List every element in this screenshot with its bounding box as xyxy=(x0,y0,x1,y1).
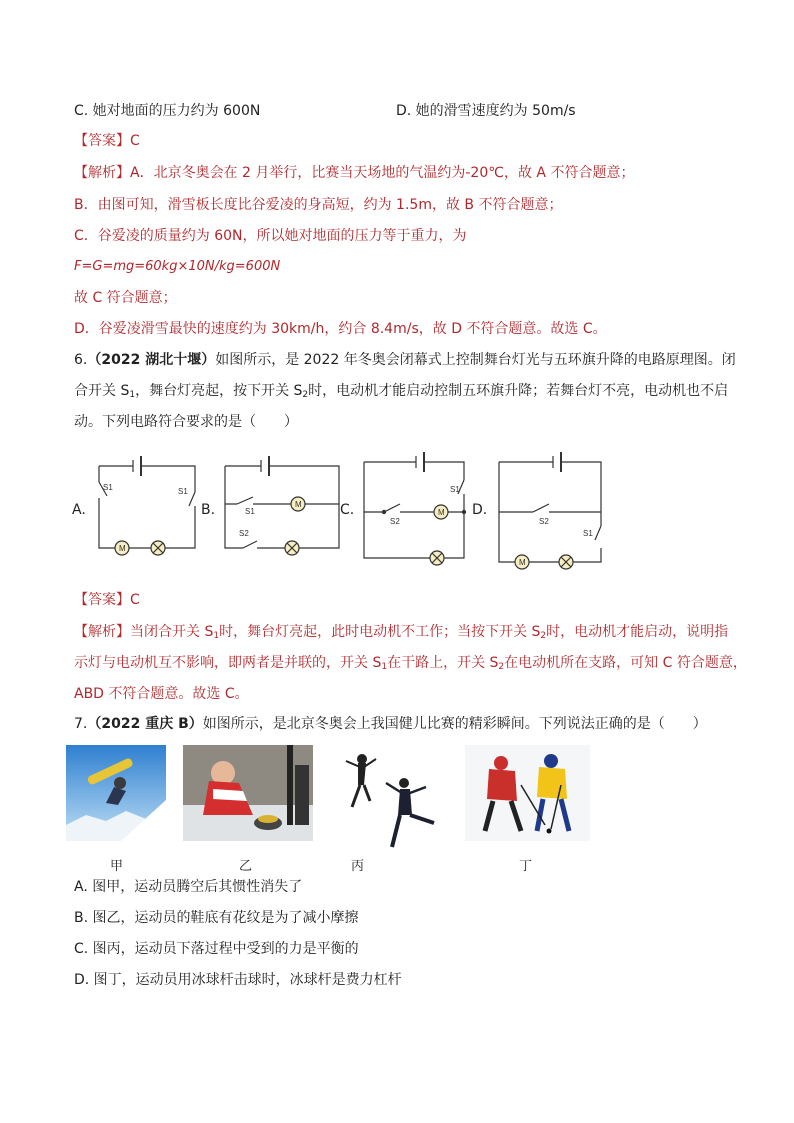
svg-text:S1: S1 xyxy=(583,529,593,538)
circuit-d-label: D. xyxy=(472,502,488,518)
svg-text:M: M xyxy=(438,508,445,517)
circuit-diagram-c xyxy=(354,450,474,570)
q7-option-b: B. 图乙，运动员的鞋底有花纹是为了减小摩擦 xyxy=(74,910,359,926)
q6-analysis-line-2 xyxy=(74,653,747,677)
circuit-diagram-a xyxy=(85,452,210,564)
svg-text:M: M xyxy=(519,558,526,567)
analysis-text: 在电动机所在支路，可知 C 符合题意， xyxy=(504,655,747,671)
svg-text:S2: S2 xyxy=(239,529,249,538)
circuit-a-label: A. xyxy=(72,502,86,518)
answer-value: C xyxy=(130,133,140,149)
analysis-text: A．北京冬奥会在 2 月举行，比赛当天场地的气温约为-20℃，故 A 不符合题意； xyxy=(130,165,635,181)
answer-tag: 【答案】 xyxy=(74,592,130,608)
q5-analysis-line-2: B．由图可知，滑雪板长度比谷爱凌的身高短，约为 1.5m，故 B 不符合题意； xyxy=(74,197,563,213)
q7-option-d: D. 图丁，运动员用冰球杆击球时，冰球杆是费力杠杆 xyxy=(74,972,402,988)
question-number: 7. xyxy=(74,716,88,732)
q5-answer xyxy=(74,131,140,151)
stem-text: 时，电动机才能启动控制五环旗升降；若舞台灯不亮，电动机也不启 xyxy=(308,383,729,399)
stem-text: 合开关 S xyxy=(74,383,130,399)
svg-text:S1: S1 xyxy=(103,483,113,492)
circuit-diagram-b xyxy=(215,452,345,564)
caption-yi: 乙 xyxy=(239,859,253,874)
svg-text:S1: S1 xyxy=(178,487,188,496)
analysis-tag: 【解析】 xyxy=(74,624,130,640)
q5-analysis-line-4: 故 C 符合题意； xyxy=(74,290,177,306)
caption-ding: 丁 xyxy=(519,859,533,874)
caption-bing: 丙 xyxy=(351,859,365,874)
q6-stem-line-2 xyxy=(74,381,728,405)
question-number: 6. xyxy=(74,352,88,368)
circuit-diagram-d xyxy=(487,450,609,574)
analysis-text: 当闭合开关 S xyxy=(130,624,214,640)
analysis-text: 在干路上，开关 S xyxy=(387,655,499,671)
q6-answer xyxy=(74,590,140,610)
svg-text:M: M xyxy=(119,544,126,553)
q5-analysis-line-5: D．谷爱凌滑雪最快的速度约为 30km/h，约合 8.4m/s，故 D 不符合题意。故选 C。 xyxy=(74,321,607,337)
stem-text: 如图所示，是 2022 年冬奥会闭幕式上控制舞台灯光与五环旗升降的电路原理图。闭 xyxy=(215,352,736,368)
analysis-text: 时，舞台灯亮起，此时电动机不工作；当按下开关 S xyxy=(219,624,541,640)
subscript: 1 xyxy=(381,662,388,672)
q5-option-d: D. 她的滑雪速度约为 50m/s xyxy=(396,103,576,119)
subscript: 2 xyxy=(540,631,547,641)
svg-text:S1: S1 xyxy=(450,485,460,494)
stem-text: ，舞台灯亮起，按下开关 S xyxy=(135,383,303,399)
question-source: （2022 湖北十堰） xyxy=(87,352,216,368)
circuit-c-label: C. xyxy=(340,502,355,518)
subscript: 1 xyxy=(213,631,220,641)
q6-analysis-line-3: ABD 不符合题意。故选 C。 xyxy=(74,686,249,702)
q5-option-c: C. 她对地面的压力约为 600N xyxy=(74,103,261,119)
photo-curling xyxy=(183,745,313,841)
answer-tag: 【答案】 xyxy=(74,133,130,149)
subscript: 1 xyxy=(129,390,136,400)
analysis-text: 时，电动机才能启动，说明指 xyxy=(546,624,729,640)
answer-value: C xyxy=(130,592,140,608)
analysis-text: 示灯与电动机互不影响，即两者是并联的，开关 S xyxy=(74,655,382,671)
q5-analysis-line-1 xyxy=(74,163,634,183)
q7-option-a: A. 图甲，运动员腾空后其惯性消失了 xyxy=(74,879,303,895)
photo-ice-hockey xyxy=(465,745,590,841)
q6-stem-line-3: 动。下列电路符合要求的是（ ） xyxy=(74,414,298,430)
analysis-tag: 【解析】 xyxy=(74,165,130,181)
q6-stem-line-1 xyxy=(74,350,736,370)
stem-text: 如图所示，是北京冬奥会上我国健儿比赛的精彩瞬间。下列说法正确的是（ ） xyxy=(202,716,707,732)
q6-analysis-line-1 xyxy=(74,622,728,646)
caption-jia: 甲 xyxy=(110,859,124,874)
subscript: 2 xyxy=(498,662,505,672)
subscript: 2 xyxy=(302,390,309,400)
svg-text:S2: S2 xyxy=(390,517,400,526)
svg-text:S1: S1 xyxy=(245,507,255,516)
photo-snowboarder xyxy=(66,745,166,841)
question-source: （2022 重庆 B） xyxy=(87,716,203,732)
q5-formula: F=G=mg=60kg×10N/kg=600N xyxy=(74,259,281,274)
q7-stem xyxy=(74,714,707,734)
circuit-b-label: B. xyxy=(201,502,216,518)
q5-analysis-line-3: C．谷爱凌的质量约为 60N，所以她对地面的压力等于重力，为 xyxy=(74,228,467,244)
q7-option-c: C. 图丙，运动员下落过程中受到的力是平衡的 xyxy=(74,941,359,957)
photo-figure-skaters xyxy=(330,745,448,855)
svg-text:M: M xyxy=(295,500,302,509)
svg-text:S2: S2 xyxy=(539,517,549,526)
